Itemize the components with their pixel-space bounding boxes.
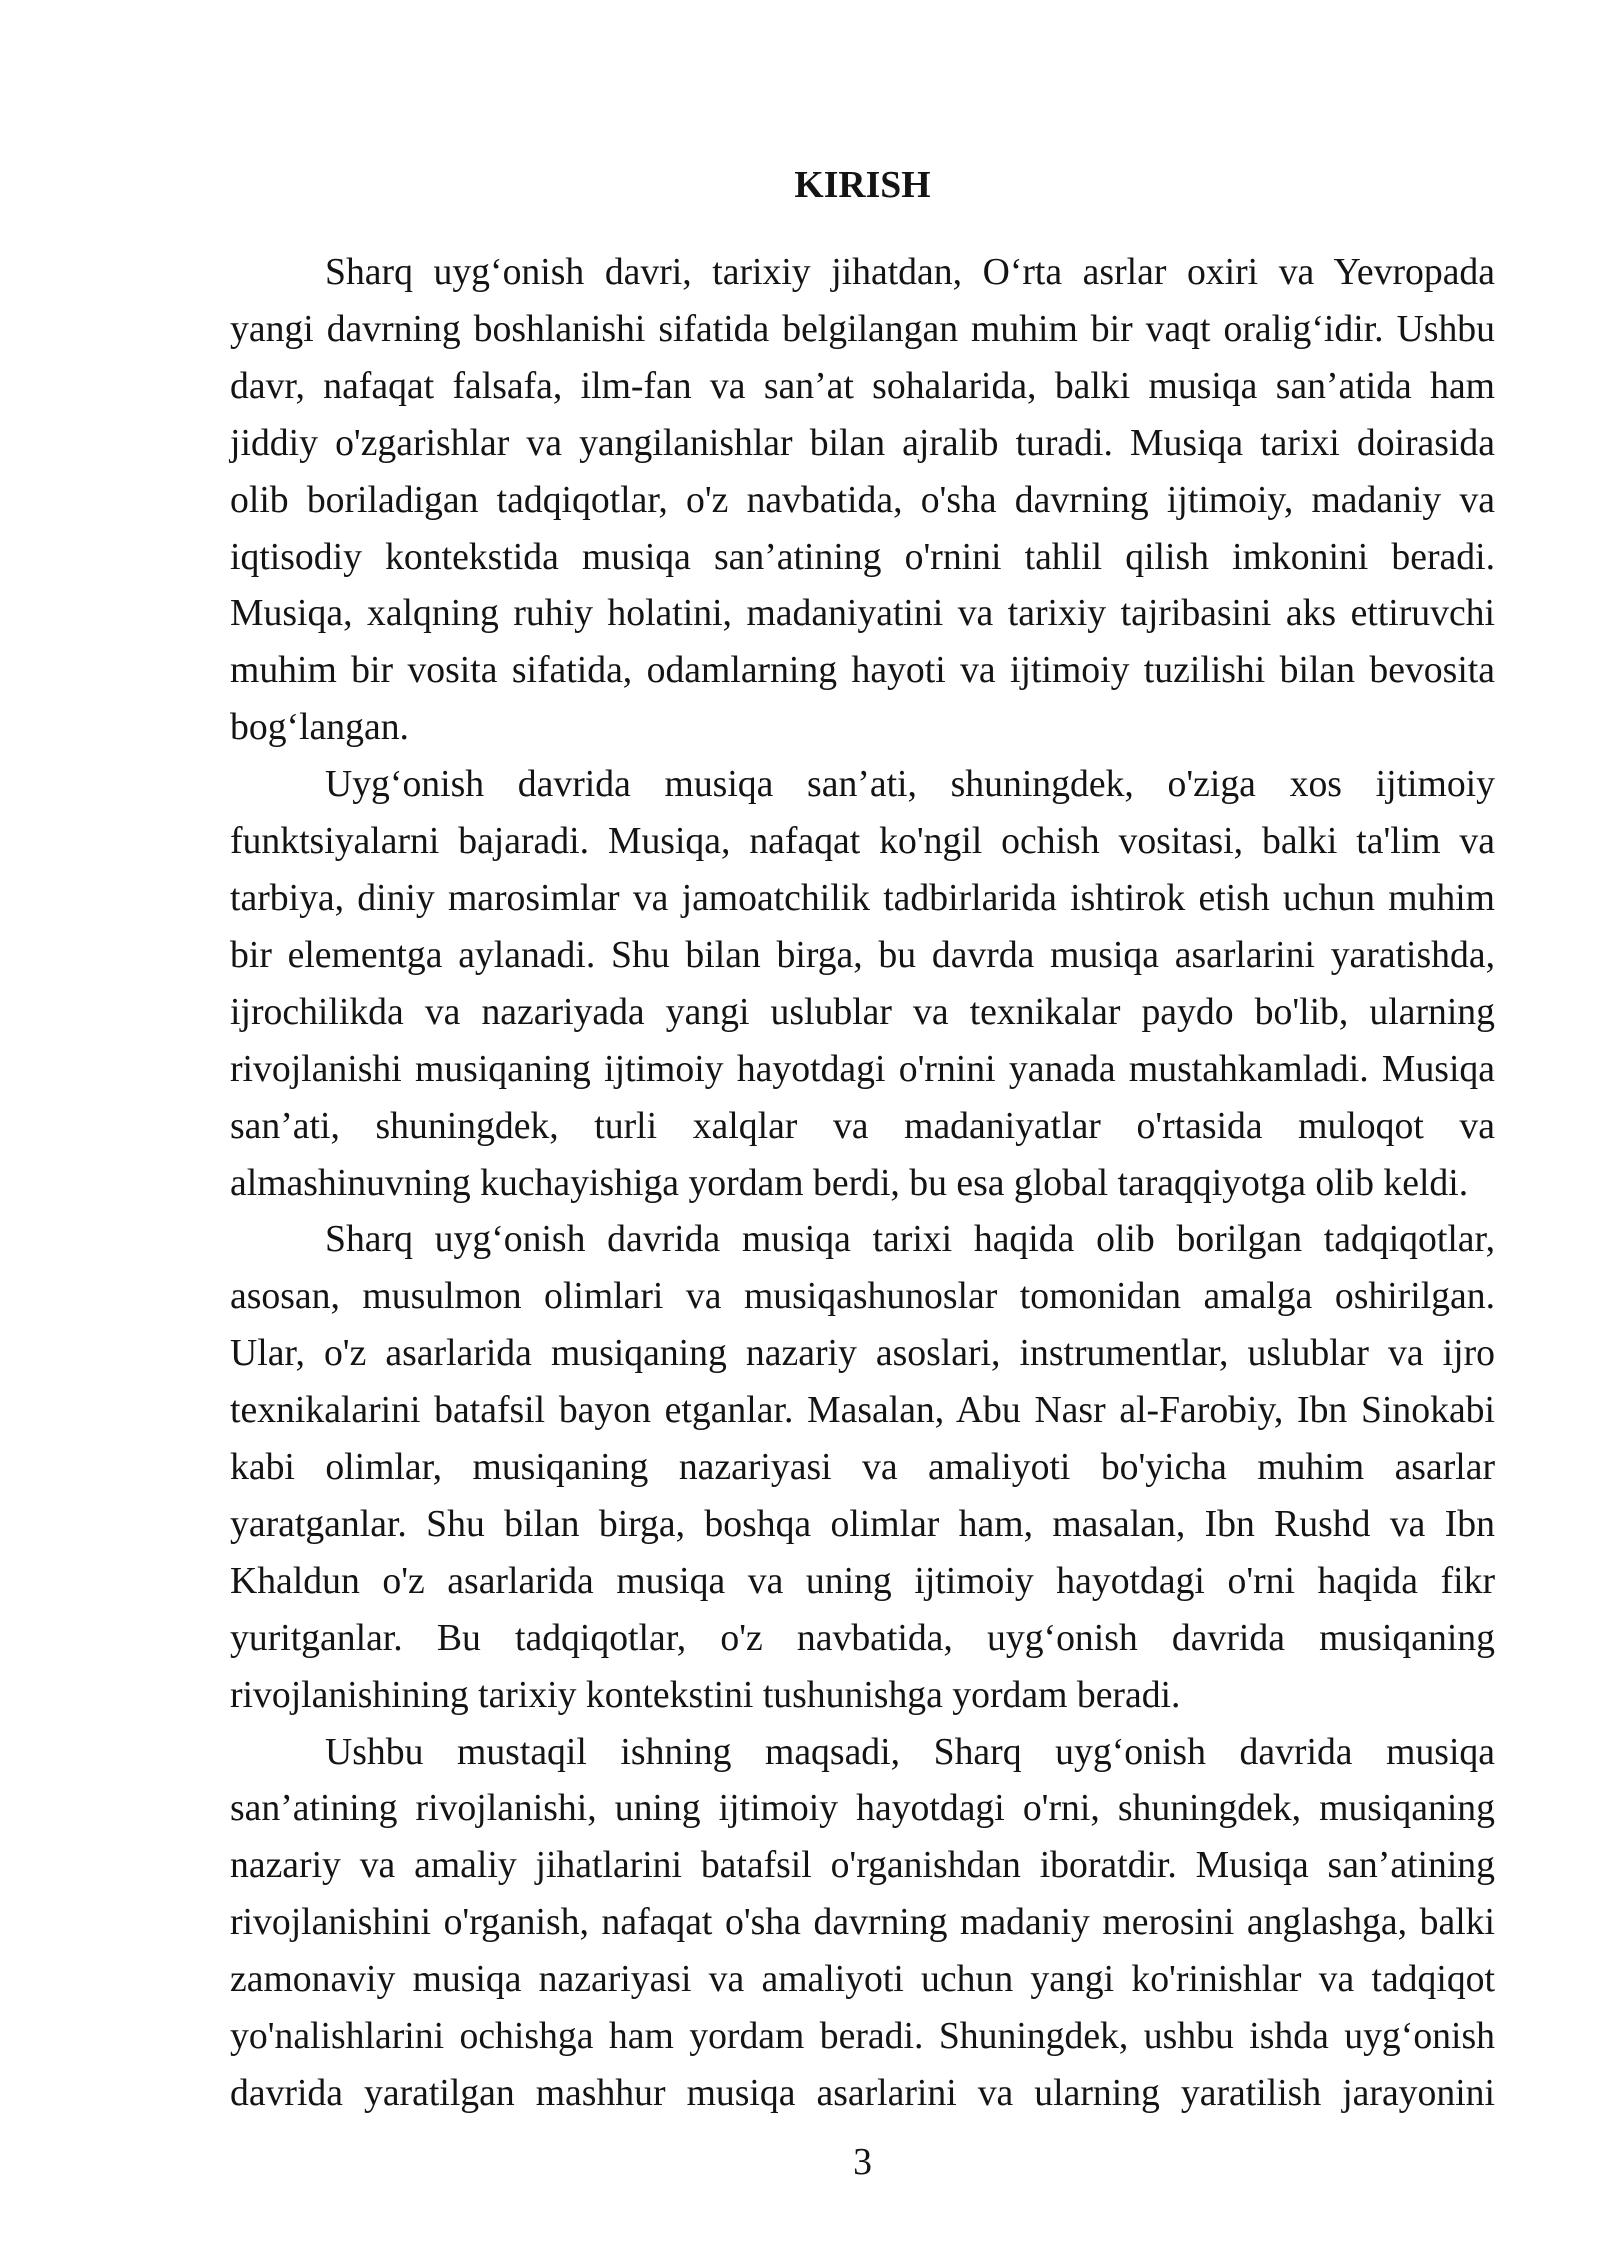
text-line: yangi davrning boshlanishi sifatida belgilangan muhim bir vaqt oralig‘idir. Ushbu <box>230 307 1495 350</box>
text-line: tarbiya, diniy marosimlar va jamoatchilik tadbirlarida ishtirok etish uchun muhim <box>230 876 1495 919</box>
text-line: texnikalarini batafsil bayon etganlar. Masalan, Abu Nasr al-Farobiy, Ibn Sinokabi <box>230 1389 1495 1432</box>
text-line: davr, nafaqat falsafa, ilm-fan va san’at sohalarida, balki musiqa san’atida ham <box>230 364 1495 407</box>
body-text <box>230 244 1495 2122</box>
text-line: bog‘langan. <box>230 706 409 749</box>
text-line: rivojlanishini o'rganish, nafaqat o'sha davrning madaniy merosini anglashga, balki <box>230 1901 1495 1944</box>
text-line: rivojlanishi musiqaning ijtimoiy hayotdagi o'rnini yanada mustahkamladi. Musiqa <box>230 1047 1495 1090</box>
paragraph <box>230 1211 1495 1723</box>
text-line: Sharq uyg‘onish davrida musiqa tarixi haqida olib borilgan tadqiqotlar, <box>325 1218 1495 1261</box>
text-line: Ushbu mustaqil ishning maqsadi, Sharq uyg‘onish davrida musiqa <box>325 1730 1495 1773</box>
paragraph <box>230 1724 1495 2122</box>
text-line: muhim bir vosita sifatida, odamlarning hayoti va ijtimoiy tuzilishi bilan bevosita <box>230 649 1495 692</box>
text-line: zamonaviy musiqa nazariyasi va amaliyoti uchun yangi ko'rinishlar va tadqiqot <box>230 1958 1495 2001</box>
text-line: san’atining rivojlanishi, uning ijtimoiy hayotdagi o'rni, shuningdek, musiqaning <box>230 1787 1495 1830</box>
text-line: yaratganlar. Shu bilan birga, boshqa olimlar ham, masalan, Ibn Rushd va Ibn <box>230 1502 1495 1545</box>
text-line: kabi olimlar, musiqaning nazariyasi va amaliyoti bo'yicha muhim asarlar <box>230 1446 1495 1489</box>
paragraph <box>230 244 1495 756</box>
text-line: bir elementga aylanadi. Shu bilan birga, bu davrda musiqa asarlarini yaratishda, <box>230 933 1495 976</box>
text-line: jiddiy o'zgarishlar va yangilanishlar bilan ajralib turadi. Musiqa tarixi doirasida <box>230 421 1495 464</box>
text-line: Musiqa, xalqning ruhiy holatini, madaniyatini va tarixiy tajribasini aks ettiruvchi <box>230 592 1495 635</box>
text-line: san’ati, shuningdek, turli xalqlar va madaniyatlar o'rtasida muloqot va <box>230 1104 1495 1147</box>
text-line: davrida yaratilgan mashhur musiqa asarlarini va ularning yaratilish jarayonini <box>230 2072 1495 2114</box>
page-title: KIRISH <box>794 164 931 206</box>
text-line: Ular, o'z asarlarida musiqaning nazariy asoslari, instrumentlar, uslublar va ijro <box>230 1332 1495 1375</box>
text-line: Sharq uyg‘onish davri, tarixiy jihatdan, O‘rta asrlar oxiri va Yevropada <box>325 251 1495 293</box>
text-line: asosan, musulmon olimlari va musiqashunoslar tomonidan amalga oshirilgan. <box>230 1275 1495 1318</box>
paragraph <box>230 756 1495 1211</box>
text-line: iqtisodiy kontekstida musiqa san’atining o'rnini tahlil qilish imkonini beradi. <box>230 535 1495 578</box>
text-line: nazariy va amaliy jihatlarini batafsil o'rganishdan iboratdir. Musiqa san’atining <box>230 1844 1495 1887</box>
text-line: rivojlanishining tarixiy kontekstini tushunishga yordam beradi. <box>230 1673 1181 1716</box>
page-number: 3 <box>853 2141 872 2183</box>
text-line: olib boriladigan tadqiqotlar, o'z navbatida, o'sha davrning ijtimoiy, madaniy va <box>230 478 1495 521</box>
text-line: yo'nalishlarini ochishga ham yordam beradi. Shuningdek, ushbu ishda uyg‘onish <box>230 2015 1495 2058</box>
text-line: yuritganlar. Bu tadqiqotlar, o'z navbatida, uyg‘onish davrida musiqaning <box>230 1616 1495 1659</box>
text-line: Uyg‘onish davrida musiqa san’ati, shuningdek, o'ziga xos ijtimoiy <box>325 763 1495 806</box>
text-line: funktsiyalarni bajaradi. Musiqa, nafaqat ko'ngil ochish vositasi, balki ta'lim va <box>230 820 1495 863</box>
text-line: Khaldun o'z asarlarida musiqa va uning ijtimoiy hayotdagi o'rni haqida fikr <box>230 1559 1495 1602</box>
text-line: almashinuvning kuchayishiga yordam berdi, bu esa global taraqqiyotga olib keldi. <box>230 1161 1469 1204</box>
text-line: ijrochilikda va nazariyada yangi uslublar va texnikalar paydo bo'lib, ularning <box>230 990 1495 1033</box>
